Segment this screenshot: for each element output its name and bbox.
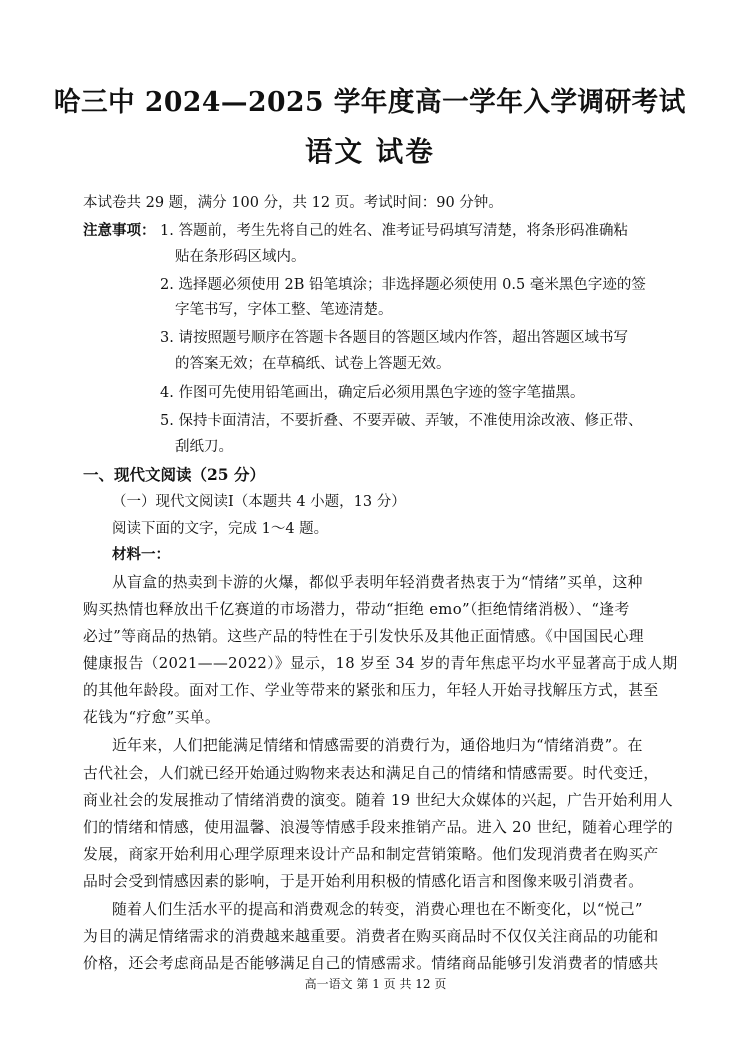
intro-text: 本试卷共 29 题，满分 100 分，共 12 页。考试时间：90 分钟。 [83,195,503,211]
body-line: 品时会受到情感因素的影响，于是开始利用积极的情感化语言和图像来吸引消费者。 [83,873,644,890]
notice-line: 刮纸刀。 [175,439,233,455]
body-line: 花钱为“疗愈”买单。 [83,709,221,726]
sub-heading: （一）现代文阅读Ⅰ（本题共 4 小题，13 分） [112,494,406,510]
body-line: 的其他年龄段。面对工作、学业等带来的紧张和压力，年轻人开始寻找解压方式，甚至 [83,682,659,699]
body-line: 购买热情也释放出千亿赛道的市场潜力，带动“拒绝 emo”（拒绝情绪消极）、“逢考 [83,601,630,618]
material-label: 材料一： [112,546,170,563]
notice-line: 2. 选择题必须使用 2B 铅笔填涂；非选择题必须使用 0.5 毫米黑色字迹的签 [160,277,646,293]
body-line: 随着人们生活水平的提高和消费观念的转变，消费心理也在不断变化，以“悦己” [112,901,643,918]
body-line: 为目的满足情绪需求的消费越来越重要。消费者在购买商品时不仅仅关注商品的功能和 [83,928,659,945]
exam-subtitle: 语文 试卷 [304,135,435,168]
notice-line: 4. 作图可先使用铅笔画出，确定后必须用黑色字迹的签字笔描黑。 [160,385,585,401]
notice-line: 字笔书写，字体工整、笔迹清楚。 [175,302,393,318]
notice-line: 5. 保持卡面清洁，不要折叠、不要弄破、弄皱，不准使用涂改液、修正带、 [160,413,643,429]
notice-line: 3. 请按照题号顺序在答题卡各题目的答题区域内作答，超出答题区域书写 [160,330,628,346]
page-footer: 高一语文 第 1 页 共 12 页 [304,977,447,991]
notice-line: 1. 答题前，考生先将自己的姓名、准考证号码填写清楚，将条形码准确粘 [160,223,628,239]
body-line: 古代社会，人们就已经开始通过购物来表达和满足自己的情绪和情感需要。时代变迁， [83,765,659,782]
body-line: 近年来，人们把能满足情绪和情感需要的消费行为，通俗地归为“情绪消费”。在 [112,737,643,754]
body-line: 从盲盒的热卖到卡游的火爆，都似乎表明年轻消费者热衷于为“情绪”买单，这种 [112,574,643,591]
notice-line: 贴在条形码区域内。 [175,249,306,265]
exam-title: 哈三中 2024—2025 学年度高一学年入学调研考试 [53,87,686,118]
body-line: 商业社会的发展推动了情绪消费的演变。随着 19 世纪大众媒体的兴起，广告开始利用人 [83,792,674,809]
body-line: 健康报告（2021——2022）》显示，18 岁至 34 岁的青年焦虑平均水平显著高于成人期 [83,655,678,672]
body-line: 必过”等商品的热销。这些产品的特性在于引发快乐及其他正面情感。《中国国民心理 [83,628,644,645]
notice-label: 注意事项： [83,222,156,239]
notice-line: 的答案无效；在草稿纸、试卷上答题无效。 [175,356,451,372]
body-line: 价格，还会考虑商品是否能够满足自己的情感需求。情绪商品能够引发消费者的情感共 [83,955,659,972]
instruction-text: 阅读下面的文字，完成 1～4 题。 [112,521,329,537]
body-line: 们的情绪和情感，使用温馨、浪漫等情感手段来推销产品。进入 20 世纪，随着心理学的 [83,819,674,836]
body-line: 发展，商家开始利用心理学原理来设计产品和制定营销策略。他们发现消费者在购买产 [83,846,659,863]
section-heading: 一、现代文阅读（25 分） [83,465,265,484]
